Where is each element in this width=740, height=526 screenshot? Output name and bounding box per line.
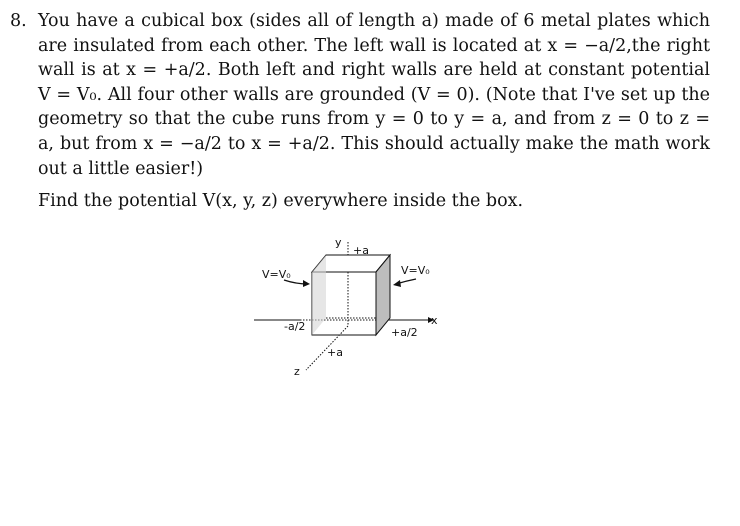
right-arrowhead <box>393 280 401 287</box>
y-top-label: +a <box>353 244 369 257</box>
x-neg-label: -a/2 <box>284 320 306 333</box>
problem-question: Find the potential V(x, y, z) everywhere inside the box. <box>38 191 524 212</box>
problem-8 <box>10 9 710 214</box>
x-axis-label: x <box>431 314 438 327</box>
problem-text <box>38 9 710 214</box>
z-axis-label: z <box>294 365 300 378</box>
left-wall-label: V=V₀ <box>262 268 291 281</box>
problem-statement: You have a cubical box (sides all of length a) made of 6 metal plates which are insulated from each other. The left wall is located at x = −a/2,the right wall is at x = +a/2. Both left and right walls are held at constant potential V = V₀. All four other walls are grounded (V = 0). (Note that I've set up the geometry so that the cube runs from y = 0 to y = a, and from z = 0 to z = a, but from x = −a/2 to x = +a/2. This should actually make the math work out a little easier!) <box>38 11 710 179</box>
problem-number: 8. <box>10 11 27 31</box>
cube-diagram-svg <box>240 230 460 380</box>
left-arrowhead <box>303 280 310 287</box>
z-pos-label: +a <box>327 346 343 359</box>
right-wall-label: V=V₀ <box>401 264 430 277</box>
cube-left-face <box>312 255 326 335</box>
y-axis-label: y <box>335 236 342 249</box>
x-pos-label: +a/2 <box>391 326 418 339</box>
cube-diagram <box>240 230 460 380</box>
